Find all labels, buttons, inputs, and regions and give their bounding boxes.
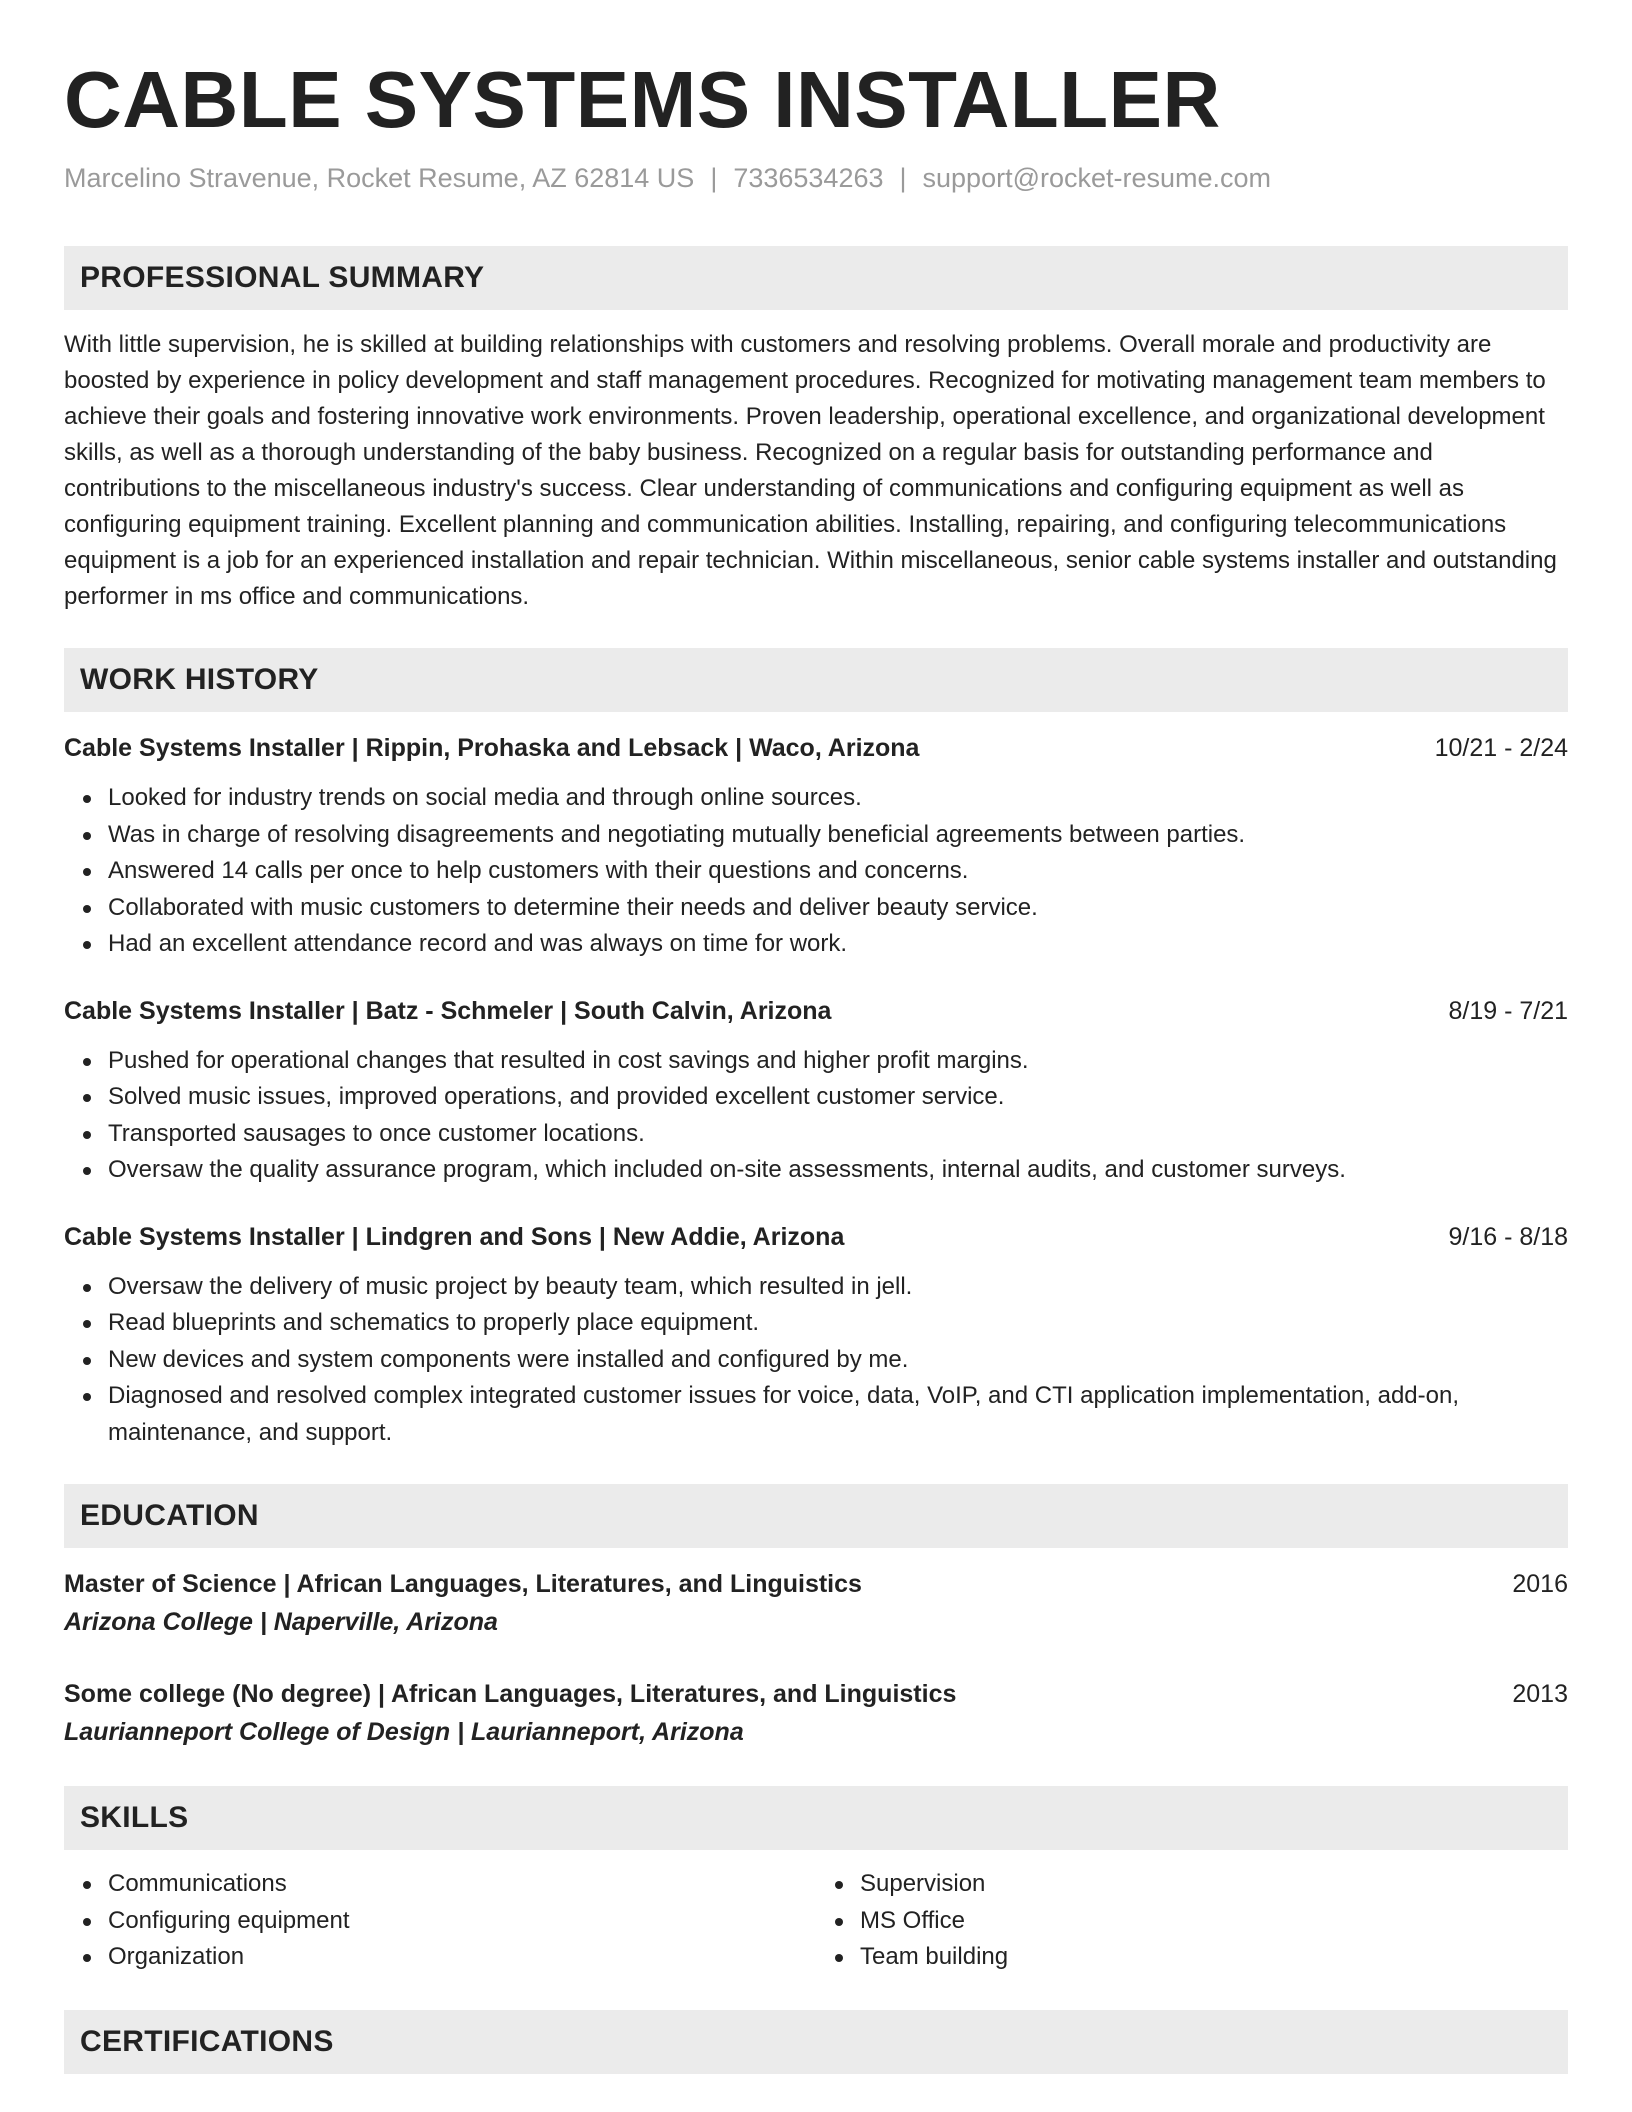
skills-column-left xyxy=(64,1866,816,1976)
section-header-education: EDUCATION xyxy=(64,1484,1568,1548)
job-bullet: Oversaw the delivery of music project by beauty team, which resulted in jell. xyxy=(108,1269,1568,1306)
job-entry xyxy=(64,993,1568,1189)
section-header-skills: SKILLS xyxy=(64,1786,1568,1850)
job-bullet: Read blueprints and schematics to properly place equipment. xyxy=(108,1305,1568,1342)
job-bullet: Transported sausages to once customer locations. xyxy=(108,1116,1568,1153)
contact-separator: | xyxy=(710,163,718,193)
job-dates: 9/16 - 8/18 xyxy=(1448,1222,1568,1251)
job-bullet: Collaborated with music customers to determine their needs and deliver beauty service. xyxy=(108,890,1568,927)
job-header xyxy=(64,993,1568,1029)
job-dates: 10/21 - 2/24 xyxy=(1434,734,1568,762)
skill-item: Communications xyxy=(108,1866,816,1903)
skill-item: Organization xyxy=(108,1939,816,1976)
job-entry xyxy=(64,1219,1568,1452)
job-bullet: Diagnosed and resolved complex integrated customer issues for voice, data, VoIP, and CTI application implementation, add-on, maintenance, and support. xyxy=(108,1378,1568,1451)
job-bullet: Was in charge of resolving disagreements and negotiating mutually beneficial agreements between parties. xyxy=(108,817,1568,854)
job-bullet: Oversaw the quality assurance program, which included on-site assessments, internal audits, and customer surveys. xyxy=(108,1152,1568,1189)
job-bullet: Solved music issues, improved operations, and provided excellent customer service. xyxy=(108,1079,1568,1116)
job-dates: 8/19 - 7/21 xyxy=(1448,996,1568,1025)
contact-email: support@rocket-resume.com xyxy=(922,163,1272,193)
education-header xyxy=(64,1566,1568,1602)
education-degree: Master of Science | African Languages, Literatures, and Linguistics xyxy=(64,1570,862,1598)
job-bullets xyxy=(64,1043,1568,1189)
contact-phone: 7336534263 xyxy=(733,163,884,193)
skill-item: MS Office xyxy=(860,1903,1568,1940)
job-bullet: Pushed for operational changes that resulted in cost savings and higher profit margins. xyxy=(108,1043,1568,1080)
job-bullet: Had an excellent attendance record and was always on time for work. xyxy=(108,926,1568,963)
section-header-certifications: CERTIFICATIONS xyxy=(64,2010,1568,2074)
job-header xyxy=(64,1219,1568,1255)
job-bullet: New devices and system components were installed and configured by me. xyxy=(108,1342,1568,1379)
education-year: 2013 xyxy=(1512,1680,1568,1708)
summary-text: With little supervision, he is skilled at building relationships with customers and resolving problems. Overall morale and productivity are boosted by experience in policy development and staff management procedures. Recognized for motivating management team members to achieve their goals and fostering innovative work environments. Proven leadership, operational excellence, and organizational development skills, as well as a thorough understanding of the baby business. Recognized on a regular basis for outstanding performance and contributions to the miscellaneous industry's success. Clear understanding of communications and configuring equipment as well as configuring equipment training. Excellent planning and communication abilities. Installing, repairing, and configuring telecommunications equipment is a job for an experienced installation and repair technician. Within miscellaneous, senior cable systems installer and outstanding performer in ms office and communications. xyxy=(64,331,1557,610)
education-year: 2016 xyxy=(1512,1570,1568,1598)
education-school: Laurianneport College of Design | Laurianneport, Arizona xyxy=(64,1718,744,1746)
skill-item: Configuring equipment xyxy=(108,1903,816,1940)
job-header xyxy=(64,730,1568,766)
job-bullets xyxy=(64,780,1568,963)
education-school: Arizona College | Naperville, Arizona xyxy=(64,1608,498,1636)
job-bullet: Answered 14 calls per once to help customers with their questions and concerns. xyxy=(108,853,1568,890)
job-entry xyxy=(64,730,1568,963)
contact-separator: | xyxy=(899,163,907,193)
education-header xyxy=(64,1676,1568,1712)
job-bullet: Looked for industry trends on social media and through online sources. xyxy=(108,780,1568,817)
skill-item: Team building xyxy=(860,1939,1568,1976)
job-title: Cable Systems Installer | Lindgren and Sons | New Addie, Arizona xyxy=(64,1222,845,1251)
job-title: Cable Systems Installer | Batz - Schmeler | South Calvin, Arizona xyxy=(64,996,832,1025)
skills-column-right xyxy=(816,1866,1568,1976)
section-header-summary: PROFESSIONAL SUMMARY xyxy=(64,246,1568,310)
contact-address: Marcelino Stravenue, Rocket Resume, AZ 62814 US xyxy=(64,163,695,193)
contact-line xyxy=(64,160,1568,196)
section-header-work-history: WORK HISTORY xyxy=(64,648,1568,712)
resume-title: CABLE SYSTEMS INSTALLER xyxy=(64,55,1221,144)
education-entry xyxy=(64,1566,1568,1640)
education-degree: Some college (No degree) | African Languages, Literatures, and Linguistics xyxy=(64,1680,957,1708)
job-title: Cable Systems Installer | Rippin, Prohaska and Lebsack | Waco, Arizona xyxy=(64,734,920,762)
skills-grid xyxy=(64,1866,1568,1976)
job-bullets xyxy=(64,1269,1568,1452)
education-entry xyxy=(64,1676,1568,1750)
skill-item: Supervision xyxy=(860,1866,1568,1903)
